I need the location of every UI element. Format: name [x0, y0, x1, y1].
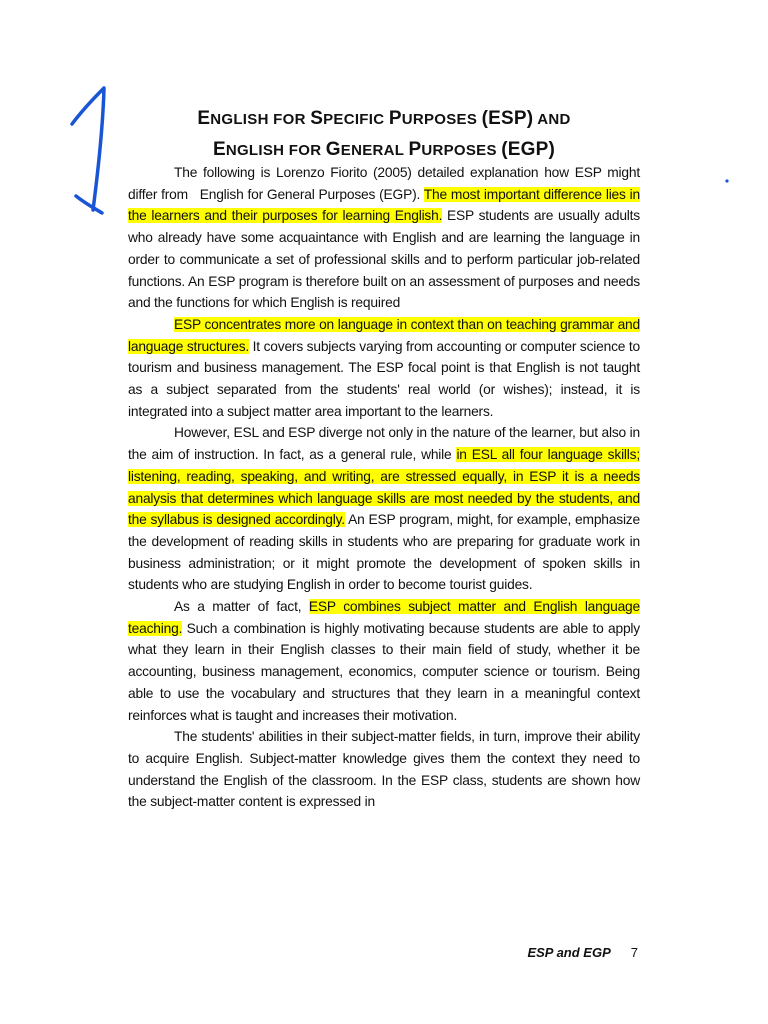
paragraph — [128, 162, 640, 314]
text-span: An ESP program, might, for example, emphasize the development of reading skills in students who are preparing for graduate work in business administration; or it might promote the development of spoken skills in students who are studying English in order to become tourist guides. — [128, 512, 640, 593]
title-segment: NGLISH FOR — [210, 111, 311, 128]
page-footer — [527, 945, 638, 960]
title-segment: URPOSES — [401, 111, 482, 128]
highlighted-text: The most important difference lies in the learners and their purposes for learning English. — [128, 186, 640, 224]
title-segment: (EGP) — [501, 139, 556, 160]
page-number: 7 — [630, 945, 638, 960]
title-segment: E — [197, 108, 211, 129]
title-segment: P — [388, 108, 402, 129]
title-segment: NGLISH FOR — [225, 142, 326, 159]
highlighted-text: ESP concentrates more on language in context than on teaching grammar and language structures. — [128, 316, 640, 354]
title-line-1 — [128, 104, 640, 135]
paragraph — [128, 596, 640, 726]
text-span: It covers subjects varying from accounting or computer science to tourism and business management. The ESP focal point is that English is not taught as a subject separated from the students' real world (or wishes); instead, it is integrated into a subject matter area important to the learners. — [128, 338, 641, 419]
text-span: The students' abilities in their subject-matter fields, in turn, improve their ability to acquire English. Subject-matter knowledge gives them the context they need to understand the English of the classroom. In the ESP class, students are shown how the subject-matter content is expressed in — [128, 729, 640, 810]
text-span: The following is Lorenzo Fiorito (2005) detailed explanation how ESP might differ from English for General Purposes (EGP). — [128, 165, 640, 202]
title-segment: G — [325, 139, 341, 160]
title-segment: E — [212, 139, 226, 160]
title-segment: AND — [533, 111, 571, 128]
paragraph — [128, 422, 640, 596]
title-segment: URPOSES — [421, 142, 502, 159]
title-segment: P — [408, 139, 422, 160]
text-span: Such a combination is highly motivating because students are able to apply what they learn in their English classes to their main field of study, whether it be accounting, business management, economics, computer science or tourism. Being able to use the vocabulary and structures that they learn in a meaningful context reinforces what is taught and increases their motivation. — [128, 620, 640, 723]
body-text — [128, 162, 640, 813]
text-span: ESP students are usually adults who already have some acquaintance with English and are learning the language in order to communicate a set of professional skills and to perform particular job-related functions. An ESP program is therefore built on an assessment of purposes and needs and the functions for which English is required — [128, 208, 640, 311]
paragraph — [128, 314, 640, 423]
paragraph — [128, 726, 640, 813]
document-title — [128, 104, 640, 166]
title-segment: S — [310, 108, 324, 129]
title-segment: ENERAL — [340, 142, 409, 159]
footer-title: ESP and EGP — [527, 945, 611, 960]
title-segment: (ESP) — [481, 108, 534, 129]
highlighted-text: in ESL all four language skills; listening, reading, speaking, and writing, are stressed equally, in ESP it is a needs analysis that determines which language skills are most needed by the students, and the syllabus is designed accordingly. — [128, 447, 640, 528]
highlighted-text: ESP combines subject matter and English language teaching. — [128, 599, 640, 636]
text-span: However, ESL and ESP diverge not only in the nature of the learner, but also in the aim of instruction. In fact, as a general rule, while — [128, 425, 640, 463]
text-span: As a matter of fact, — [174, 599, 309, 615]
title-segment: PECIFIC — [323, 111, 389, 128]
